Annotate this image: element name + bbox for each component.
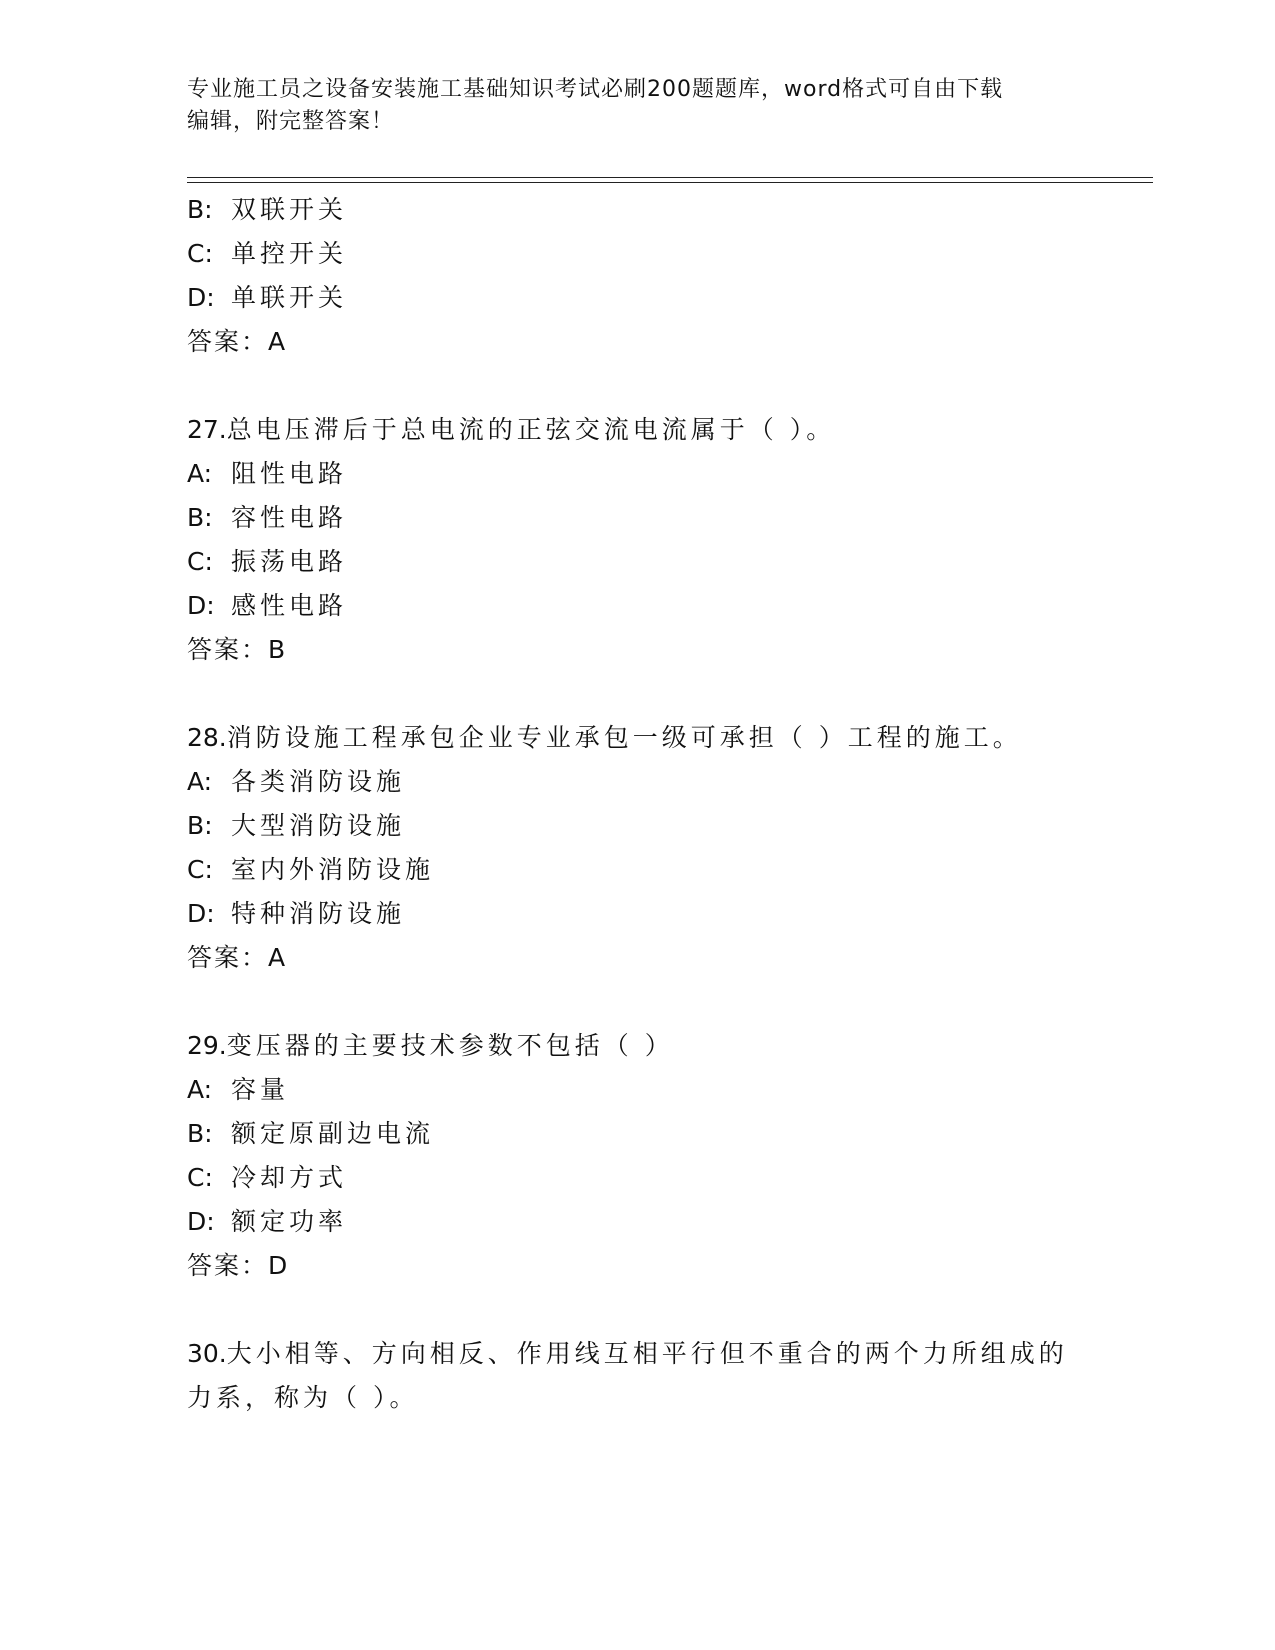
q28-option-d (187, 897, 1087, 931)
q27-option-a (187, 457, 1087, 491)
option-label: C: (187, 239, 213, 268)
question-text: 消防设施工程承包企业专业承包一级可承担（ ）工程的施工。 (226, 723, 1022, 752)
q28-answer: 答案：A (187, 943, 288, 972)
q29-stem (187, 1029, 1087, 1063)
q26-option-d (187, 281, 1087, 315)
q26-answer: 答案：A (187, 327, 288, 356)
option-text: 额定功率 (231, 1207, 348, 1236)
question-text: 总电压滞后于总电流的正弦交流电流属于（ ）。 (226, 415, 836, 444)
option-text: 室内外消防设施 (231, 855, 435, 884)
option-text: 单联开关 (231, 283, 348, 312)
option-label: D: (187, 1207, 215, 1236)
q27-option-d (187, 589, 1087, 623)
q28-option-c (187, 853, 1087, 887)
q27-option-b (187, 501, 1087, 535)
q26-option-b (187, 193, 1087, 227)
header-divider-bottom (187, 182, 1153, 183)
option-text: 阻性电路 (231, 459, 348, 488)
question-number: 28. (187, 723, 227, 752)
question-number: 27. (187, 415, 227, 444)
option-text: 振荡电路 (231, 547, 348, 576)
question-number: 30. (187, 1339, 227, 1368)
question-number: 29. (187, 1031, 227, 1060)
option-label: D: (187, 899, 215, 928)
option-text: 容量 (231, 1075, 290, 1104)
q29-answer: 答案：D (187, 1251, 290, 1280)
option-text: 额定原副边电流 (231, 1119, 435, 1148)
option-label: A: (187, 459, 213, 488)
header-line-1: 专业施工员之设备安装施工基础知识考试必刷200题题库，word格式可自由下载 (187, 77, 1004, 102)
option-text: 双联开关 (231, 195, 348, 224)
option-label: C: (187, 855, 213, 884)
option-text: 感性电路 (231, 591, 348, 620)
header-line-2: 编辑，附完整答案！ (187, 109, 395, 134)
q29-option-c (187, 1161, 1087, 1195)
q28-option-b (187, 809, 1087, 843)
option-text: 单控开关 (231, 239, 348, 268)
q28-stem (187, 721, 1087, 755)
option-text: 容性电路 (231, 503, 348, 532)
q29-option-a (187, 1073, 1087, 1107)
option-text: 大型消防设施 (231, 811, 406, 840)
option-label: A: (187, 767, 213, 796)
option-label: C: (187, 1163, 213, 1192)
document-header (187, 74, 1067, 138)
option-text: 特种消防设施 (231, 899, 406, 928)
option-label: A: (187, 1075, 213, 1104)
option-label: C: (187, 547, 213, 576)
q27-option-c (187, 545, 1087, 579)
header-divider-top (187, 177, 1153, 178)
option-label: D: (187, 591, 215, 620)
option-label: B: (187, 503, 213, 532)
option-label: B: (187, 1119, 213, 1148)
q30-stem-line-2: 力系，称为（ ）。 (187, 1383, 419, 1412)
option-label: B: (187, 195, 213, 224)
q29-option-b (187, 1117, 1087, 1151)
option-label: D: (187, 283, 215, 312)
q29-option-d (187, 1205, 1087, 1239)
q28-option-a (187, 765, 1087, 799)
q30-stem-line-1 (187, 1337, 1087, 1371)
q27-answer: 答案：B (187, 635, 288, 664)
option-text: 冷却方式 (231, 1163, 348, 1192)
question-text: 变压器的主要技术参数不包括（ ） (226, 1031, 674, 1060)
option-text: 各类消防设施 (231, 767, 406, 796)
q26-option-c (187, 237, 1087, 271)
q27-stem (187, 413, 1087, 447)
question-text: 大小相等、方向相反、作用线互相平行但不重合的两个力所组成的 (226, 1339, 1068, 1368)
option-label: B: (187, 811, 213, 840)
